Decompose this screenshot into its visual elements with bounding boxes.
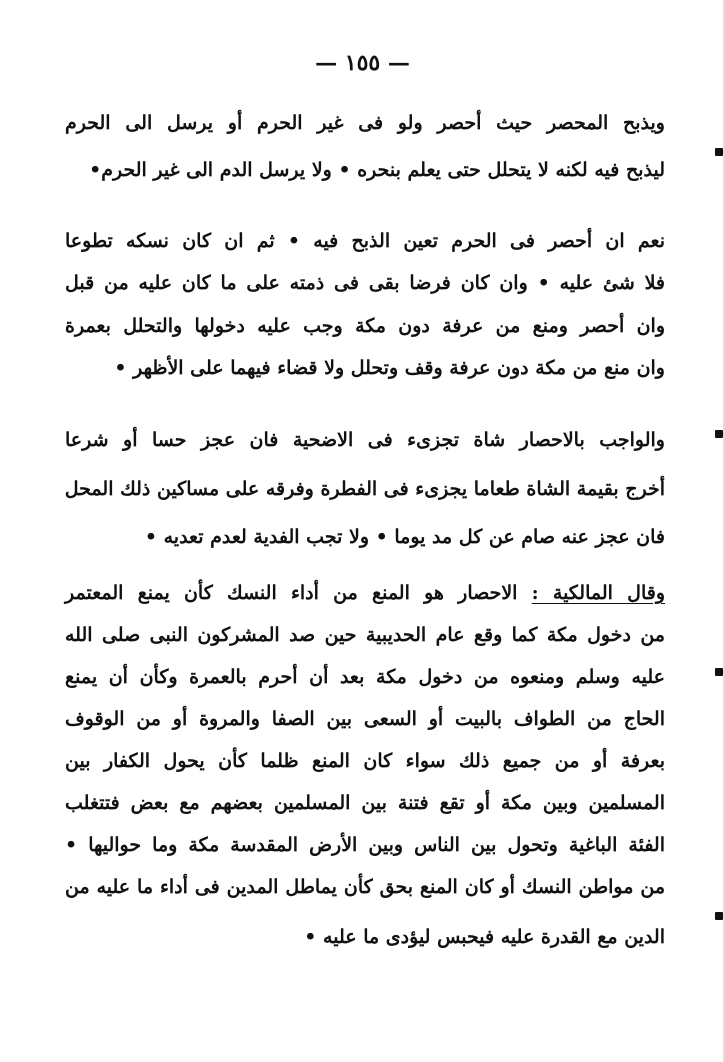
text-line: بعرفة أو من جميع ذلك سواء كان المنع ظلما كأن يحول الكفار بين [65,750,665,772]
text-line: الفئة الباغية وتحول بين الناس وبين الأرض المقدسة مكة وما حواليها • [65,834,665,856]
page-number: — ١٥٥ — [315,50,410,76]
text-line: ليذبح فيه لكنه لا يتحلل حتى يعلم بنحره • ولا يرسل الدم الى غير الحرم• [89,159,665,181]
text-line-maliki [65,578,665,608]
text-line: فان عجز عنه صام عن كل مد يوما • ولا تجب الفدية لعدم تعديه • [144,526,665,548]
text-line: وان أحصر ومنع من عرفة دون مكة وجب عليه دخولها والتحلل بعمرة [65,315,665,337]
text-line: وان منع من مكة دون عرفة وقف وتحلل ولا قضاء فيهما على الأظهر • [114,357,665,379]
text-line: الحاج من الطواف بالبيت أو السعى بين الصفا والمروة أو من الوقوف [65,708,665,730]
margin-mark [715,148,723,156]
margin-mark [715,668,723,676]
text-line: فلا شئ عليه • وان كان فرضا بقى فى ذمته على ما كان عليه من قبل [65,272,665,294]
text-line: ويذبح المحصر حيث أحصر ولو فى غير الحرم أو يرسل الى الحرم [65,112,665,134]
maliki-line-rest: الاحصار هو المنع من أداء النسك كأن يمنع المعتمر [65,582,532,604]
text-line: من دخول مكة كما وقع عام الحديبية حين صد المشركون النبى صلى الله [65,624,665,646]
text-line: عليه وسلم ومنعوه من دخول مكة بعد أن أحرم بالعمرة وكأن أن يمنع [65,666,665,688]
text-line: أخرج بقيمة الشاة طعاما يجزىء فى الفطرة وفرقه على مساكين ذلك المحل [64,478,665,500]
text-line: نعم ان أحصر فى الحرم تعين الذبح فيه • ثم ان كان نسكه تطوعا [65,230,665,252]
text-line: من مواطن النسك أو كان المنع بحق كأن يماطل المدين فى أداء ما عليه من [65,876,665,898]
text-line: والواجب بالاحصار شاة تجزىء فى الاضحية فان عجز حسا أو شرعا [65,429,665,451]
text-line: المسلمين وبين مكة أو تقع فتنة بين المسلمين بعضهم مع بعض فتتغلب [65,792,665,814]
maliki-heading: وقال المالكية : [531,582,665,604]
margin-mark [715,912,723,920]
margin-mark [715,430,723,438]
text-line: الدين مع القدرة عليه فيحبس ليؤدى ما عليه • [304,926,665,948]
